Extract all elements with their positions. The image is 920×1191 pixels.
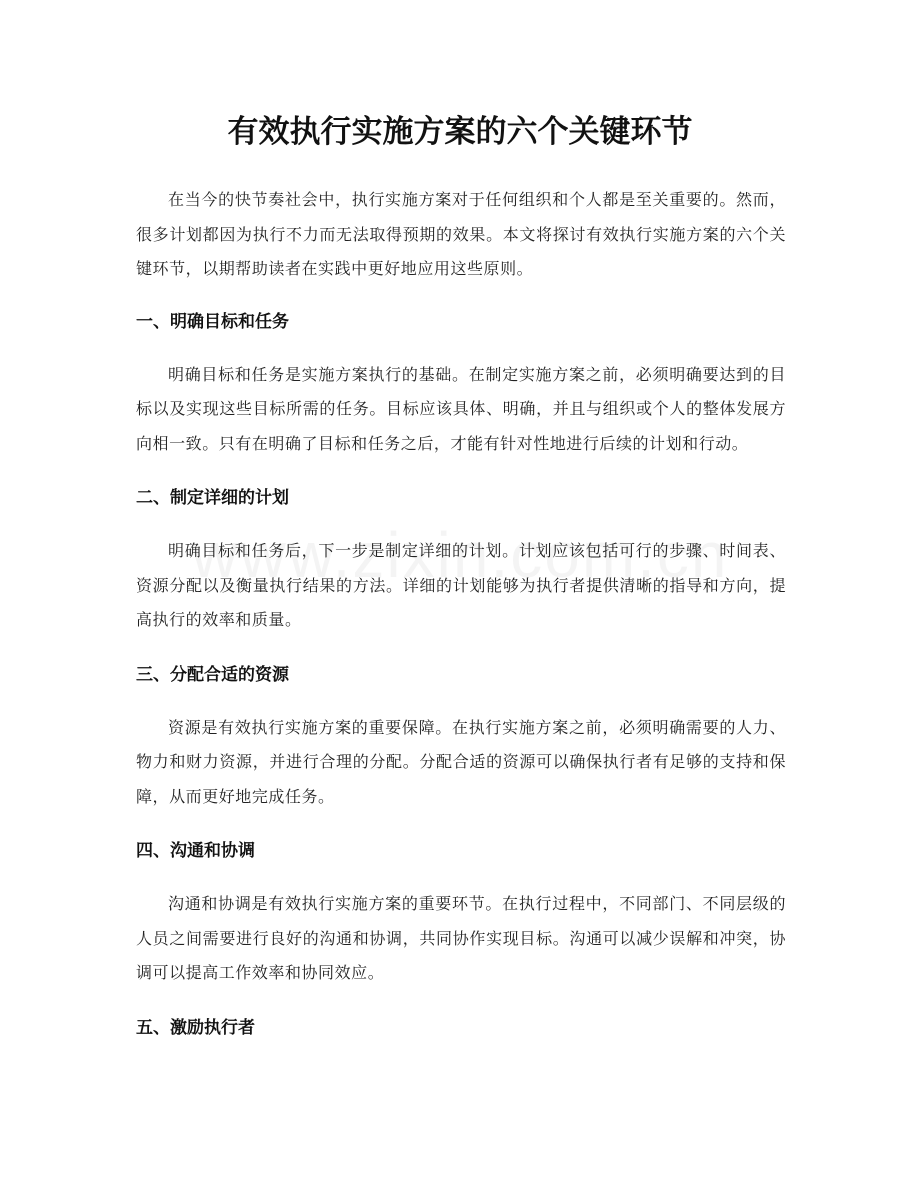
section-paragraph-4: 沟通和协调是有效执行实施方案的重要环节。在执行过程中，不同部门、不同层级的人员之间需要进行良好的沟通和协调，共同协作实现目标。沟通可以减少误解和冲突，协调可以提高工作效率和协同效应。 (136, 894, 786, 982)
section-heading-3: 三、分配合适的资源 (136, 664, 289, 685)
section-heading-2: 二、制定详细的计划 (136, 488, 289, 508)
section-paragraph-2: 明确目标和任务后，下一步是制定详细的计划。计划应该包括可行的步骤、时间表、资源分配以及衡量执行结果的方法。详细的计划能够为执行者提供清晰的指导和方向，提高执行的效率和质量。 (136, 541, 786, 629)
document-title: 有效执行实施方案的六个关键环节 (227, 114, 693, 150)
section-paragraph-1: 明确目标和任务是实施方案执行的基础。在制定实施方案之前，必须明确要达到的目标以及实现这些目标所需的任务。目标应该具体、明确，并且与组织或个人的整体发展方向相一致。只有在明确了目标和任务之后，才能有针对性地进行后续的计划和行动。 (136, 364, 786, 453)
section-heading-1: 一、明确目标和任务 (136, 311, 289, 332)
intro-paragraph: 在当今的快节奏社会中，执行实施方案对于任何组织和个人都是至关重要的。然而，很多计划都因为执行不力而无法取得预期的效果。本文将探讨有效执行实施方案的六个关键环节，以期帮助读者在实践中更好地应用这些原则。 (136, 190, 786, 278)
section-heading-5: 五、激励执行者 (136, 1017, 255, 1038)
section-heading-4: 四、沟通和协调 (136, 841, 255, 861)
document-body (136, 183, 786, 1045)
section-paragraph-3: 资源是有效执行实施方案的重要保障。在执行实施方案之前，必须明确需要的人力、物力和财力资源，并进行合理的分配。分配合适的资源可以确保执行者有足够的支持和保障，从而更好地完成任务。 (136, 717, 786, 806)
